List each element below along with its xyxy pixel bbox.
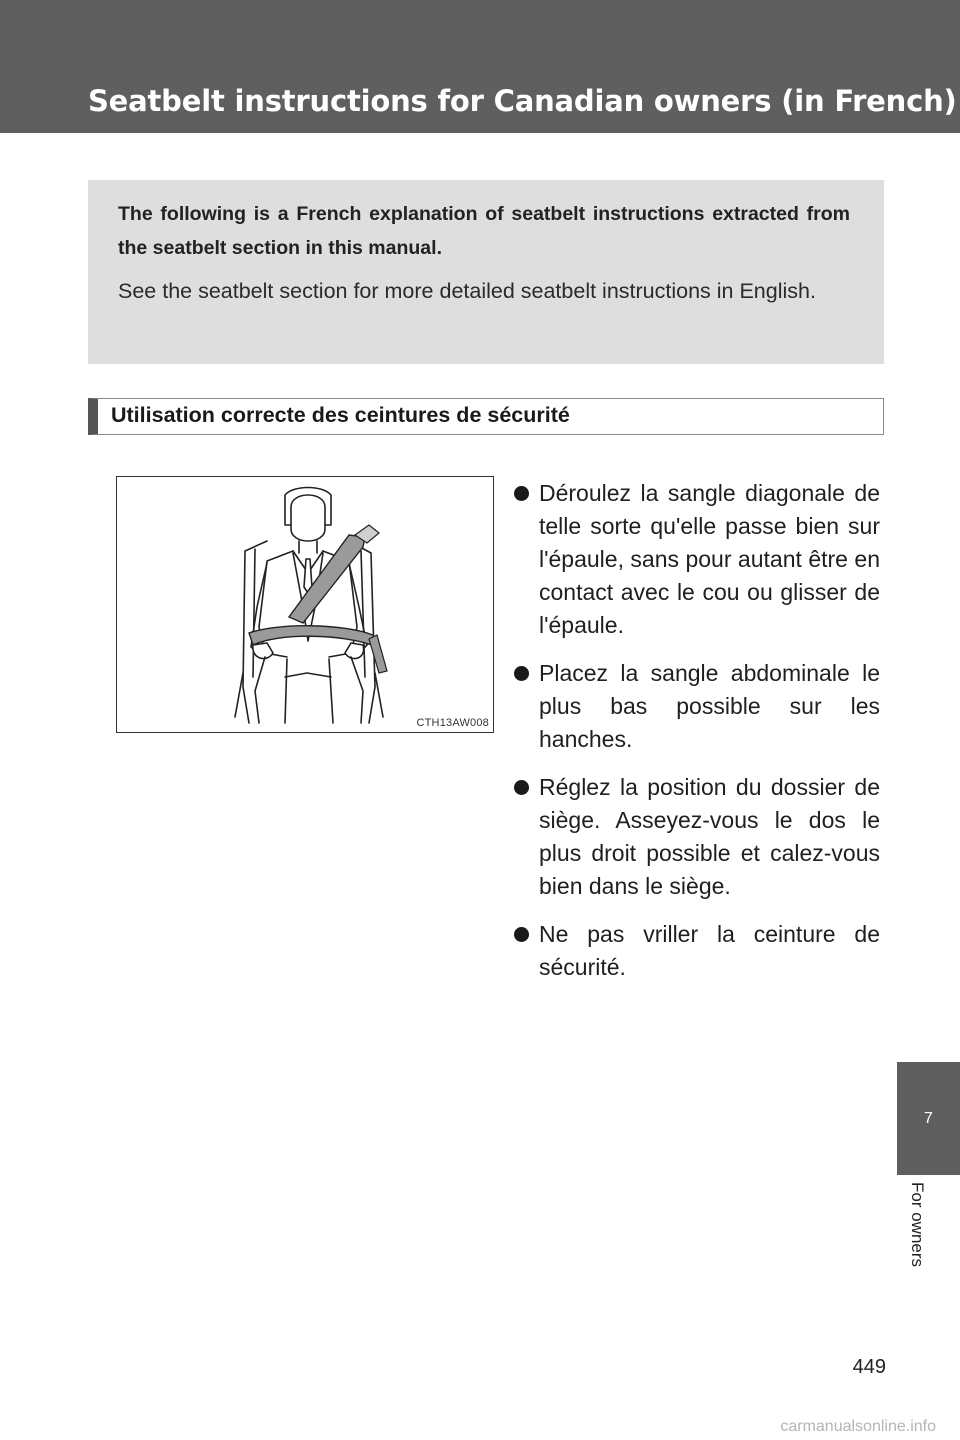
bullet-dot-icon	[514, 486, 529, 501]
list-item	[514, 657, 880, 756]
figure-code: CTH13AW008	[416, 717, 489, 729]
page-number: 449	[852, 1356, 886, 1378]
list-item-text: Ne pas vriller la ceinture de sécurité.	[539, 921, 880, 980]
note-bold-text: The following is a French explanation of seatbelt instructions extracted from the seatbelt section in this manual.	[118, 203, 850, 259]
bullet-dot-icon	[514, 780, 529, 795]
watermark-text: carmanualsonline.info	[780, 1418, 936, 1435]
list-item-text: Déroulez la sangle diagonale de telle sorte qu'elle passe bien sur l'épaule, sans pour autant être en contact avec le cou ou glisser de l'épaule.	[539, 480, 880, 638]
bullet-dot-icon	[514, 666, 529, 681]
list-item-text: Réglez la position du dossier de siège. Asseyez-vous le dos le plus droit possible et calez-vous bien dans le siège.	[539, 774, 880, 899]
instruction-list	[514, 477, 880, 999]
chapter-tab[interactable]	[897, 1062, 960, 1175]
section-heading: Utilisation correcte des ceintures de sécurité	[88, 398, 884, 435]
list-item	[514, 771, 880, 903]
info-note-box	[88, 180, 884, 364]
chapter-number: 7	[924, 1110, 933, 1127]
list-item	[514, 918, 880, 984]
seatbelt-figure	[116, 476, 494, 733]
seated-person-illustration	[117, 477, 492, 731]
list-item-text: Placez la sangle abdominale le plus bas possible sur les hanches.	[539, 660, 880, 752]
list-item	[514, 477, 880, 642]
bullet-dot-icon	[514, 927, 529, 942]
chapter-label: For owners	[908, 1182, 927, 1268]
page-title: Seatbelt instructions for Canadian owners (in French)	[88, 84, 957, 118]
note-normal-text: See the seatbelt section for more detailed seatbelt instructions in English.	[118, 279, 816, 303]
